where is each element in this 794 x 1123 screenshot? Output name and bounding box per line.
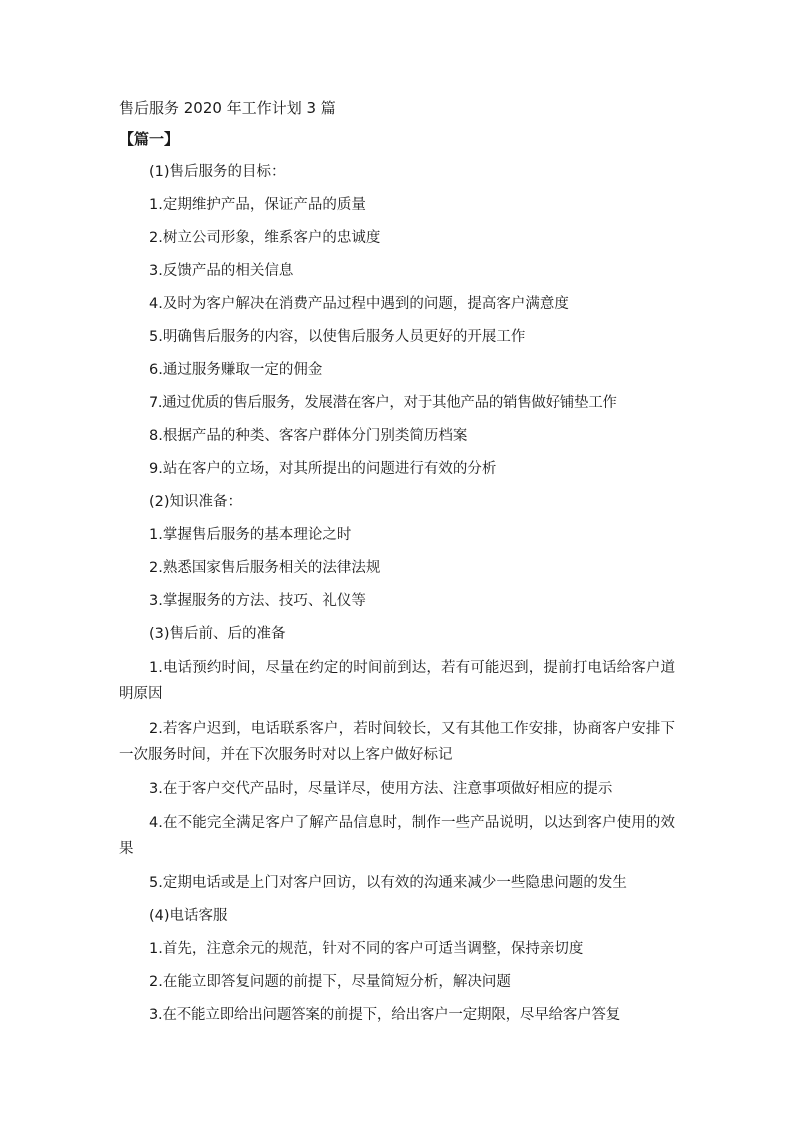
list-item: 6.通过服务赚取一定的佣金 (149, 362, 323, 378)
list-item: 1.首先，注意余元的规范，针对不同的客户可适当调整，保持亲切度 (149, 941, 584, 957)
list-item: 3.反馈产品的相关信息 (149, 263, 294, 279)
list-item: 3.在于客户交代产品时，尽量详尽，使用方法、注意事项做好相应的提示 (149, 781, 613, 797)
list-item: 1.掌握售后服务的基本理论之时 (149, 527, 352, 543)
list-item: 9.站在客户的立场，对其所提出的问题进行有效的分析 (149, 461, 497, 477)
list-item: 4.及时为客户解决在消费产品过程中遇到的问题，提高客户满意度 (149, 296, 569, 312)
section-heading: 【篇一】 (119, 130, 180, 148)
document-title: 售后服务 2020 年工作计划 3 篇 (119, 99, 336, 117)
list-item: 1.电话预约时间，尽量在约定的时间前到达，若有可能迟到，提前打电话给客户道明原因 (119, 660, 675, 702)
list-item: 3.掌握服务的方法、技巧、礼仪等 (149, 593, 366, 609)
list-item: 8.根据产品的种类、客客户群体分门别类简历档案 (149, 428, 468, 444)
document-body (119, 93, 675, 1032)
list-item: 4.在不能完全满足客户了解产品信息时，制作一些产品说明，以达到客户使用的效果 (119, 815, 675, 857)
list-item: 1.定期维护产品，保证产品的质量 (149, 197, 366, 213)
list-item: 2.树立公司形象，维系客户的忠诚度 (149, 230, 381, 246)
list-item: 7.通过优质的售后服务，发展潜在客户，对于其他产品的销售做好铺垫工作 (149, 395, 617, 411)
preparation-heading: (3)售后前、后的准备 (149, 626, 286, 642)
goal-heading: (1)售后服务的目标： (149, 164, 286, 180)
list-item: 3.在不能立即给出问题答案的前提下，给出客户一定期限，尽早给客户答复 (149, 1007, 621, 1023)
phone-service-heading: (4)电话客服 (149, 908, 228, 924)
list-item: 2.在能立即答复问题的前提下，尽量简短分析，解决问题 (149, 974, 511, 990)
list-item: 5.定期电话或是上门对客户回访，以有效的沟通来减少一些隐患问题的发生 (149, 875, 627, 891)
list-item: 2.熟悉国家售后服务相关的法律法规 (149, 560, 381, 576)
knowledge-heading: (2)知识准备： (149, 494, 243, 510)
list-item: 5.明确售后服务的内容，以使售后服务人员更好的开展工作 (149, 329, 526, 345)
list-item: 2.若客户迟到，电话联系客户，若时间较长，又有其他工作安排，协商客户安排下一次服务时间，并在下次服务时对以上客户做好标记 (119, 721, 675, 763)
